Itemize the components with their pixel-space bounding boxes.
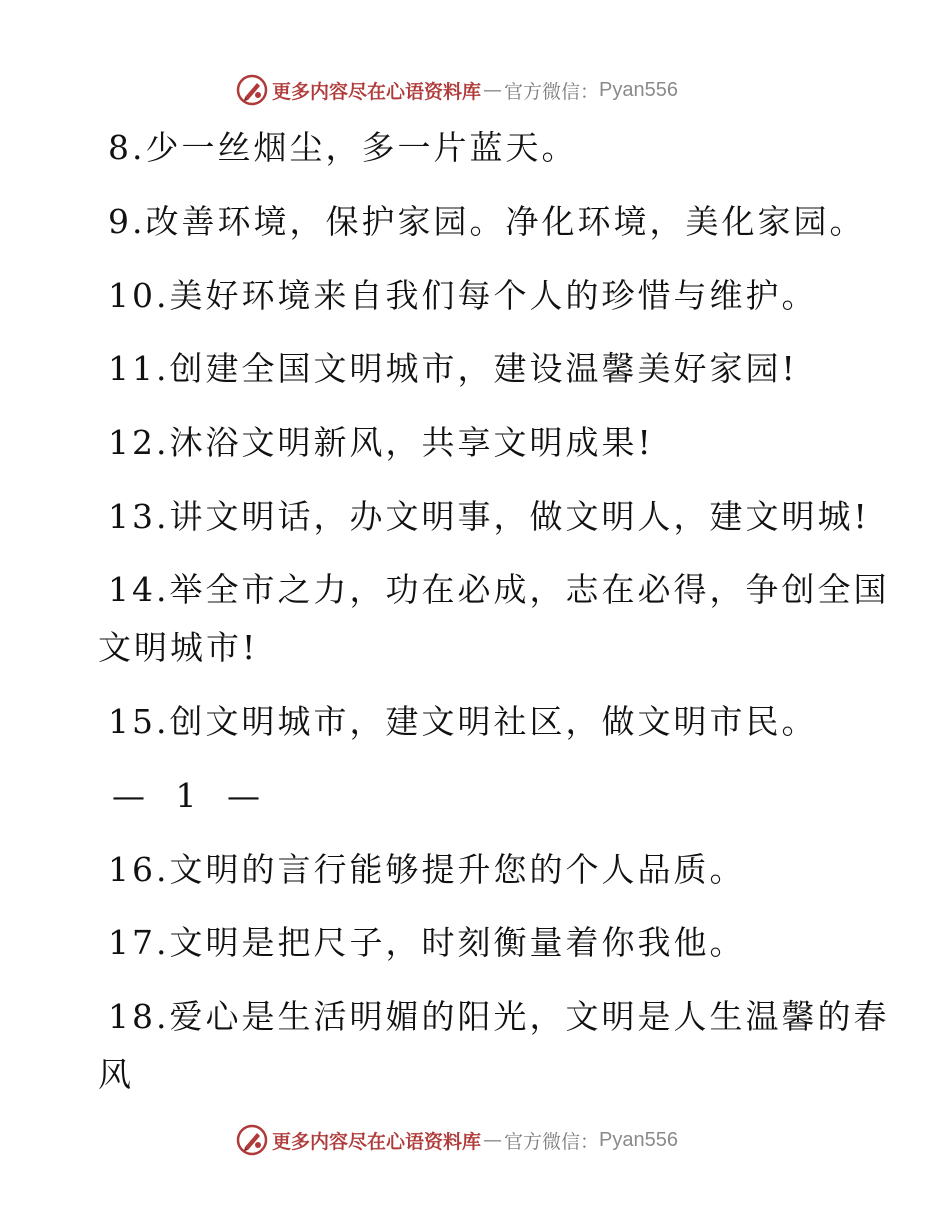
wechat-label: 官方微信： [504,1130,600,1153]
slogan-line: 17.文明是把尺子，时刻衡量着你我他。 [108,923,746,962]
slogan-line: 14.举全市之力，功在必成，志在必得，争创全国 [108,570,890,609]
wechat-label: 官方微信： [504,80,600,103]
slogan-line: 9.改善环境，保护家园。净化环境，美化家园。 [108,202,866,241]
page-number: — 1 — [112,776,270,815]
wechat-id: Pyan556 [599,78,678,101]
slogan-line-continued: 文明城市! [98,628,259,667]
slogan-line: 13.讲文明话，办文明事，做文明人，建文明城! [108,497,870,536]
footer-banner [236,1122,678,1158]
site-name: 更多内容尽在心语资料库 [272,1130,482,1153]
slogan-line: 10.美好环境来自我们每个人的珍惜与维护。 [108,276,818,315]
pen-logo-icon [236,1124,268,1156]
slogan-line-continued: 风 [98,1055,134,1094]
slogan-line: 18.爱心是生活明媚的阳光，文明是人生温馨的春 [108,997,890,1036]
slogan-line: 15.创文明城市，建文明社区，做文明市民。 [108,702,818,741]
slogan-line: 8.少一丝烟尘，多一片蓝天。 [108,128,578,167]
banner-dash: — [483,1129,503,1151]
pen-logo-icon [236,74,268,106]
site-name: 更多内容尽在心语资料库 [272,80,482,103]
header-banner [236,72,678,108]
banner-dash: — [483,79,503,101]
slogan-line: 11.创建全国文明城市，建设温馨美好家园! [108,349,798,388]
slogan-line: 16.文明的言行能够提升您的个人品质。 [108,850,746,889]
slogan-line: 12.沐浴文明新风，共享文明成果! [108,423,654,462]
wechat-id: Pyan556 [599,1128,678,1151]
